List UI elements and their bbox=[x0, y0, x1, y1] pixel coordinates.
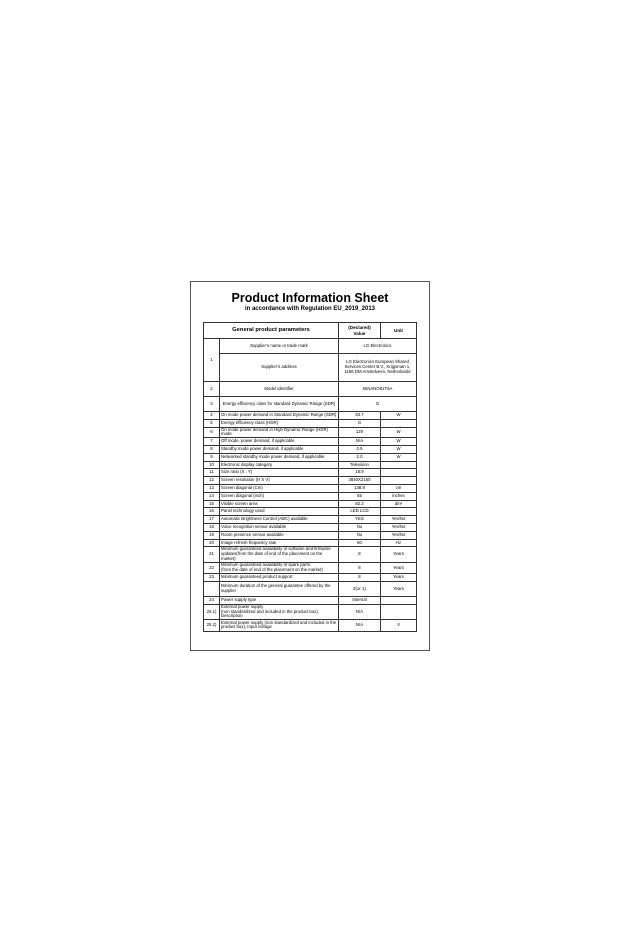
row-label: Visible screen area bbox=[220, 500, 339, 508]
header-value bbox=[339, 323, 381, 339]
table-row-power-supply bbox=[204, 597, 417, 605]
row-number: 6 bbox=[204, 427, 220, 438]
row-label: Minimum guaranteed product support bbox=[220, 574, 339, 582]
row-number: 18 bbox=[204, 523, 220, 531]
row-value: 8 bbox=[339, 562, 381, 574]
row-unit bbox=[381, 477, 417, 485]
row-unit: Yes/No bbox=[381, 516, 417, 524]
table-row-model bbox=[204, 382, 417, 397]
row-unit: W bbox=[381, 453, 417, 461]
row-unit: Yes/No bbox=[381, 531, 417, 539]
row-label: Size ratio (X : Y) bbox=[220, 469, 339, 477]
row-value: 55 bbox=[339, 492, 381, 500]
row-unit bbox=[381, 469, 417, 477]
table-row bbox=[204, 508, 417, 516]
row-label: Energy efficiency class for standard Dynamic Range (SDR) bbox=[220, 397, 339, 412]
row-number: 1 bbox=[204, 339, 220, 382]
row-number: 16 bbox=[204, 508, 220, 516]
row-label bbox=[220, 562, 339, 574]
row-unit: Years bbox=[381, 582, 417, 597]
row-label bbox=[220, 620, 339, 632]
table-row bbox=[204, 453, 417, 461]
row-label: Automatic Brightness Control (ABC) available bbox=[220, 516, 339, 524]
row-value: 8 bbox=[339, 547, 381, 562]
row-unit bbox=[381, 597, 417, 605]
row-value: N/A bbox=[339, 438, 381, 446]
table-row-software-updates bbox=[204, 547, 417, 562]
row-label: On mode power demand in High Dynamic Range (HDR) mode bbox=[220, 427, 339, 438]
row-number: 23 bbox=[204, 574, 220, 582]
row-label bbox=[220, 547, 339, 562]
row-value: G bbox=[339, 419, 381, 427]
table-row bbox=[204, 427, 417, 438]
row-label-line1: External power supply (non standardized and included in the bbox=[221, 619, 337, 625]
row-unit: W bbox=[381, 412, 417, 420]
row-label: Standby mode power demand, if applicable bbox=[220, 445, 339, 453]
header-value-line2: Value bbox=[353, 330, 366, 336]
row-unit bbox=[381, 508, 417, 516]
row-value: N/A bbox=[339, 604, 381, 619]
row-number: 3 bbox=[204, 397, 220, 412]
row-label: On mode power demand in Standard Dynamic Range (SDR) bbox=[220, 412, 339, 420]
row-value: 8 bbox=[339, 574, 381, 582]
table-row bbox=[204, 500, 417, 508]
table-row bbox=[204, 438, 417, 446]
row-value: 129 bbox=[339, 427, 381, 438]
row-label: Energy efficiency class (HDR) bbox=[220, 419, 339, 427]
row-label: Model identifier bbox=[220, 382, 339, 397]
row-unit bbox=[381, 419, 417, 427]
row-value: LG Electronics European Shared Services Center B.V., Krijgsman 1, 1186 DM Amstelveen, Netherlands bbox=[339, 354, 417, 382]
row-number: 7 bbox=[204, 438, 220, 446]
table-row bbox=[204, 412, 417, 420]
row-number: 25.1) bbox=[204, 604, 220, 619]
row-value: 83.7 bbox=[339, 412, 381, 420]
row-label: Panel technology used bbox=[220, 508, 339, 516]
row-value: No bbox=[339, 523, 381, 531]
row-label-line2: (from the date of end of the placement on the market) bbox=[221, 566, 323, 572]
product-information-sheet bbox=[190, 281, 430, 651]
table-row bbox=[204, 461, 417, 469]
row-number: 25.2) bbox=[204, 620, 220, 632]
row-number: 5 bbox=[204, 419, 220, 427]
row-unit: Yes/No bbox=[381, 523, 417, 531]
row-number: 11 bbox=[204, 469, 220, 477]
row-label: Off mode, power demand, if applicable bbox=[220, 438, 339, 446]
table-row-sdr-class bbox=[204, 397, 417, 412]
row-label: Voice recognition sensor available bbox=[220, 523, 339, 531]
table-row bbox=[204, 484, 417, 492]
table-row bbox=[204, 419, 417, 427]
row-value: 60 bbox=[339, 539, 381, 547]
row-unit: Years bbox=[381, 547, 417, 562]
table-row bbox=[204, 531, 417, 539]
row-number: 12 bbox=[204, 477, 220, 485]
header-unit: Unit bbox=[381, 323, 417, 339]
row-unit: W bbox=[381, 427, 417, 438]
row-value: 138.8 bbox=[339, 484, 381, 492]
row-unit: Years bbox=[381, 574, 417, 582]
row-label: Minimum duration of the general guarantee offered by the supplier bbox=[220, 582, 339, 597]
table-row bbox=[204, 445, 417, 453]
row-unit bbox=[381, 461, 417, 469]
row-label-line1: External power supply bbox=[221, 604, 264, 609]
table-row-product-support bbox=[204, 574, 417, 582]
row-unit bbox=[381, 604, 417, 619]
row-number: 2 bbox=[204, 382, 220, 397]
table-row-external-psu-voltage bbox=[204, 620, 417, 632]
row-value: 3840X2160 bbox=[339, 477, 381, 485]
row-label: Image refresh frequency rate bbox=[220, 539, 339, 547]
row-label: Supplier’s address bbox=[220, 354, 339, 382]
row-number bbox=[204, 582, 220, 597]
header-parameters: General product parameters bbox=[204, 323, 339, 339]
row-number: 14 bbox=[204, 492, 220, 500]
row-unit: cm bbox=[381, 484, 417, 492]
row-label: Power supply type bbox=[220, 597, 339, 605]
row-label-line1: Minimum guaranteed availability of software and firmware bbox=[221, 546, 331, 552]
row-label-line2: (non standardized and included in the product box), Description bbox=[221, 608, 319, 619]
row-label: Screen diagonal (Cm) bbox=[220, 484, 339, 492]
table-header-row bbox=[204, 323, 417, 339]
row-number: 4 bbox=[204, 412, 220, 420]
row-value: 2.0 bbox=[339, 453, 381, 461]
table-row bbox=[204, 469, 417, 477]
row-number: 8 bbox=[204, 445, 220, 453]
row-number: 15 bbox=[204, 500, 220, 508]
row-value: N/A bbox=[339, 620, 381, 632]
row-value: No bbox=[339, 531, 381, 539]
row-number: 10 bbox=[204, 461, 220, 469]
table-row-supplier-name bbox=[204, 339, 417, 354]
row-label: Room presence sensor available bbox=[220, 531, 339, 539]
row-label: Screen diagonal (inch) bbox=[220, 492, 339, 500]
row-number: 21 bbox=[204, 547, 220, 562]
row-number: 9 bbox=[204, 453, 220, 461]
row-value: Television bbox=[339, 461, 381, 469]
row-label-line2: product box), Input voltage bbox=[221, 624, 272, 630]
table-row bbox=[204, 516, 417, 524]
table-row-supplier-address bbox=[204, 354, 417, 382]
table-row bbox=[204, 539, 417, 547]
row-number: 22 bbox=[204, 562, 220, 574]
row-number: 20 bbox=[204, 539, 220, 547]
row-value: 0.5 bbox=[339, 445, 381, 453]
table-row bbox=[204, 477, 417, 485]
row-label bbox=[220, 604, 339, 619]
table-row-external-psu-description bbox=[204, 604, 417, 619]
row-value: 82.3 bbox=[339, 500, 381, 508]
row-label: Networked standby mode power demand, if applicable bbox=[220, 453, 339, 461]
row-unit: V bbox=[381, 620, 417, 632]
table-row bbox=[204, 492, 417, 500]
sheet-title: Product Information Sheet bbox=[231, 291, 389, 305]
table-row bbox=[204, 523, 417, 531]
row-unit: inches bbox=[381, 492, 417, 500]
header-value-line1: (Declared) bbox=[348, 325, 371, 331]
row-number: 19 bbox=[204, 531, 220, 539]
row-value: 16:9 bbox=[339, 469, 381, 477]
row-value: LED LCD bbox=[339, 508, 381, 516]
row-value: 2(or 1) bbox=[339, 582, 381, 597]
row-unit: dm² bbox=[381, 500, 417, 508]
table-row-guarantee bbox=[204, 582, 417, 597]
row-number: 17 bbox=[204, 516, 220, 524]
sheet-subtitle: in accordance with Regulation EU_2019_2013 bbox=[244, 306, 376, 312]
row-value: 55NANO81T6A bbox=[339, 382, 417, 397]
row-value: G bbox=[339, 397, 417, 412]
row-value: LG Electronics bbox=[339, 339, 417, 354]
row-unit: Years bbox=[381, 562, 417, 574]
row-label-line1: Minimum guaranteed availability of spare parts bbox=[221, 562, 310, 568]
table-row-spare-parts bbox=[204, 562, 417, 574]
row-value: Internal bbox=[339, 597, 381, 605]
row-label-line2: updates(from the date of end of the placement on the market) bbox=[221, 551, 323, 561]
row-number: 13 bbox=[204, 484, 220, 492]
row-label: Supplier’s name or trade mark bbox=[220, 339, 339, 354]
row-unit: Hz bbox=[381, 539, 417, 547]
row-label: Electronic display category bbox=[220, 461, 339, 469]
row-number: 24 bbox=[204, 597, 220, 605]
row-unit: W bbox=[381, 438, 417, 446]
row-value: YES bbox=[339, 516, 381, 524]
row-label: Screen resolution (H X V) bbox=[220, 477, 339, 485]
row-unit: W bbox=[381, 445, 417, 453]
parameters-table bbox=[203, 322, 417, 632]
